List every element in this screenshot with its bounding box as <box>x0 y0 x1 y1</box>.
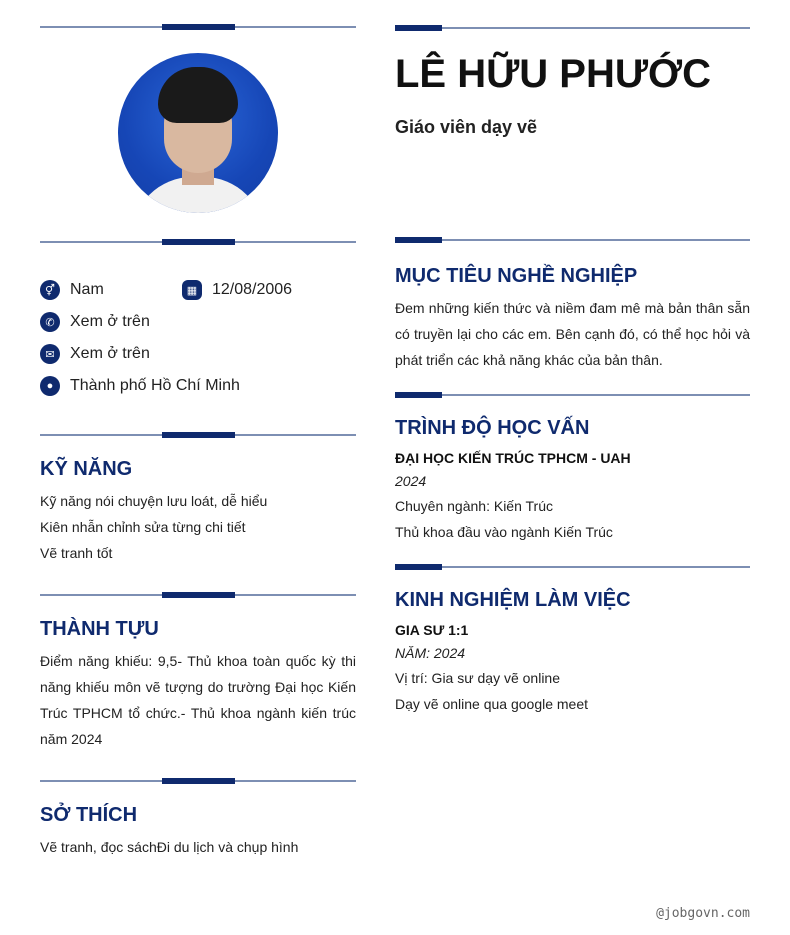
objective-title: MỤC TIÊU NGHỀ NGHIỆP <box>395 265 638 287</box>
email-value: Xem ở trên <box>70 345 150 362</box>
education-major: Chuyên ngành: Kiến Trúc <box>395 498 553 514</box>
phone-value: Xem ở trên <box>70 313 150 330</box>
experience-position: Vị trí: Gia sư dạy vẽ online <box>395 670 560 686</box>
experience-title: KINH NGHIỆM LÀM VIỆC <box>395 589 631 611</box>
contact-birthdate <box>182 280 292 300</box>
experience-year: NĂM: 2024 <box>395 645 466 661</box>
hobbies-title: SỞ THÍCH <box>40 804 138 826</box>
divider-skills <box>40 434 356 436</box>
location-icon: ● <box>40 376 60 396</box>
watermark: @jobgovn.com <box>656 906 750 921</box>
calendar-icon: ▦ <box>182 280 202 300</box>
address-value: Thành phố Hồ Chí Minh <box>70 377 240 394</box>
achievements-title: THÀNH TỰU <box>40 618 159 640</box>
birthdate-value: 12/08/2006 <box>212 281 293 298</box>
divider-objective <box>395 239 750 241</box>
education-school: ĐẠI HỌC KIẾN TRÚC TPHCM - UAH <box>395 450 631 466</box>
skills-title: KỸ NĂNG <box>40 458 133 480</box>
skills-item: Kiên nhẫn chỉnh sửa từng chi tiết <box>40 519 246 535</box>
email-icon: ✉ <box>40 344 60 364</box>
achievements-text: Điểm năng khiếu: 9,5- Thủ khoa toàn quốc kỳ thi năng khiếu môn vẽ tượng do trường Đại học Kiến Trúc TPHCM tổ chức.- Thủ khoa ngành kiến trúc năm 2024 <box>40 653 356 747</box>
divider-hobbies <box>40 780 356 782</box>
hobbies-text: Vẽ tranh, đọc sáchĐi du lịch và chụp hình <box>40 839 299 855</box>
divider-experience <box>395 566 750 568</box>
candidate-role: Giáo viên dạy vẽ <box>395 117 538 137</box>
avatar <box>118 53 278 213</box>
contact-email <box>40 344 150 364</box>
education-note: Thủ khoa đầu vào ngành Kiến Trúc <box>395 524 613 540</box>
divider-contact <box>40 241 356 243</box>
contact-gender <box>40 280 104 300</box>
candidate-name: LÊ HỮU PHƯỚC <box>395 52 712 96</box>
divider-top-left <box>40 26 356 28</box>
contact-phone <box>40 312 150 332</box>
objective-text: Đem những kiến thức và niềm đam mê mà bản thân sẵn có truyền lại cho các em. Bên cạnh đó, có thể học hỏi và phát triển các khả năng khác của bản thân. <box>395 300 750 368</box>
divider-education <box>395 394 750 396</box>
education-title: TRÌNH ĐỘ HỌC VẤN <box>395 417 590 439</box>
contact-address <box>40 376 240 396</box>
skills-item: Vẽ tranh tốt <box>40 545 113 561</box>
divider-top-right <box>395 27 750 29</box>
experience-job: GIA SƯ 1:1 <box>395 622 469 638</box>
gender-value: Nam <box>70 281 104 298</box>
phone-icon: ✆ <box>40 312 60 332</box>
skills-item: Kỹ năng nói chuyện lưu loát, dễ hiểu <box>40 493 268 509</box>
divider-achievements <box>40 594 356 596</box>
experience-description: Dạy vẽ online qua google meet <box>395 696 589 712</box>
education-year: 2024 <box>395 473 427 489</box>
gender-icon: ⚥ <box>40 280 60 300</box>
